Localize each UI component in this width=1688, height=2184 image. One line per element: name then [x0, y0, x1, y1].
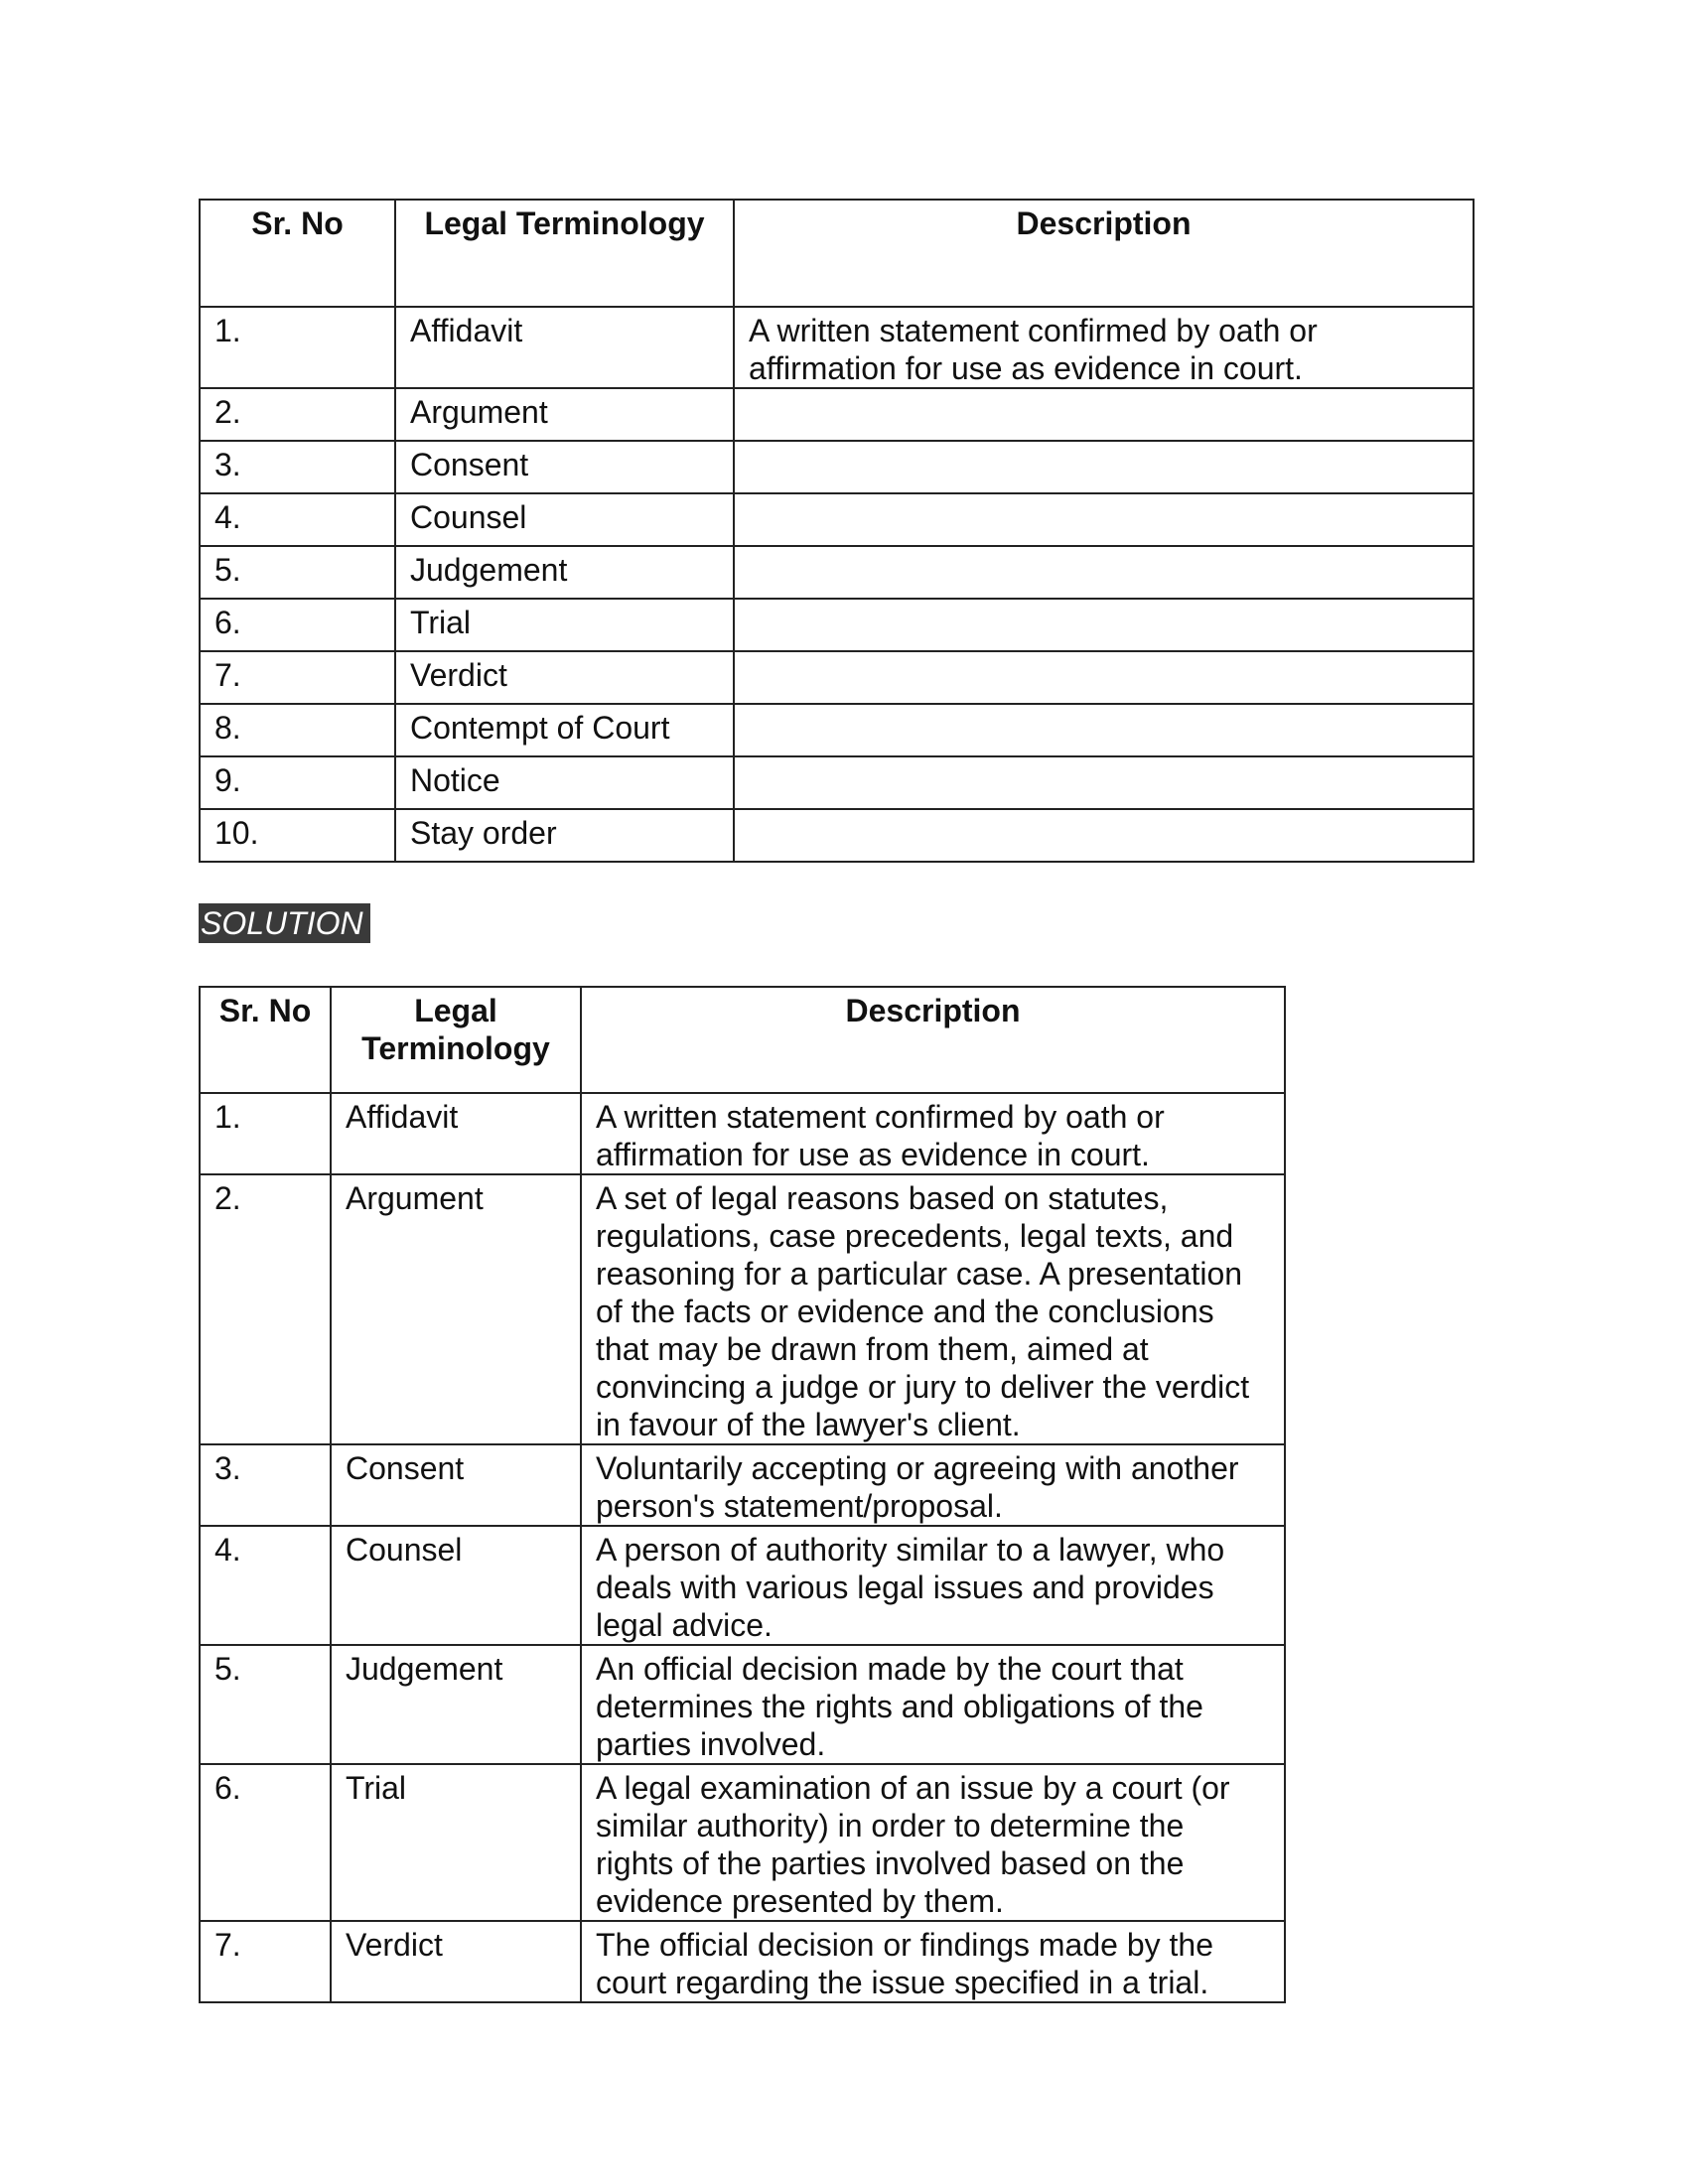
cell-description: Voluntarily accepting or agreeing with another person's statement/proposal.	[581, 1444, 1285, 1526]
cell-no: 8.	[200, 704, 395, 756]
table-row	[200, 704, 1474, 756]
table-row	[200, 1174, 1285, 1444]
header-row	[200, 200, 1474, 307]
cell-description	[734, 493, 1474, 546]
cell-description: A person of authority similar to a lawyer, who deals with various legal issues and provides legal advice.	[581, 1526, 1285, 1645]
header-sr-no: Sr. No	[200, 200, 395, 307]
cell-no: 9.	[200, 756, 395, 809]
cell-term: Trial	[395, 599, 734, 651]
table-row	[200, 546, 1474, 599]
header-legal-terminology: Legal Terminology	[395, 200, 734, 307]
cell-no: 2.	[200, 388, 395, 441]
table-row	[200, 1764, 1285, 1921]
cell-no: 10.	[200, 809, 395, 862]
cell-term: Counsel	[395, 493, 734, 546]
cell-description: A written statement confirmed by oath or affirmation for use as evidence in court.	[581, 1093, 1285, 1174]
cell-description: A legal examination of an issue by a court (or similar authority) in order to determine the rights of the parties involved based on the evidence presented by them.	[581, 1764, 1285, 1921]
cell-no: 7.	[200, 651, 395, 704]
cell-term: Judgement	[331, 1645, 581, 1764]
table-row	[200, 441, 1474, 493]
header-sr-no: Sr. No	[200, 987, 331, 1093]
table-row	[200, 651, 1474, 704]
cell-no: 3.	[200, 441, 395, 493]
cell-term: Contempt of Court	[395, 704, 734, 756]
header-row	[200, 987, 1285, 1093]
cell-no: 5.	[200, 1645, 331, 1764]
table-row	[200, 1526, 1285, 1645]
cell-term: Notice	[395, 756, 734, 809]
table-row	[200, 307, 1474, 388]
cell-description	[734, 651, 1474, 704]
cell-no: 4.	[200, 493, 395, 546]
exercise-table	[199, 199, 1475, 863]
cell-term: Affidavit	[331, 1093, 581, 1174]
cell-description: A set of legal reasons based on statutes, regulations, case precedents, legal texts, and reasoning for a particular case. A presentation of the facts or evidence and the conclusions that may be drawn from them, aimed at convincing a judge or jury to deliver the verdict in favour of the lawyer's client.	[581, 1174, 1285, 1444]
cell-no: 1.	[200, 1093, 331, 1174]
cell-description	[734, 388, 1474, 441]
cell-term: Affidavit	[395, 307, 734, 388]
cell-description	[734, 599, 1474, 651]
header-legal-terminology: Legal Terminology	[331, 987, 581, 1093]
table-row	[200, 809, 1474, 862]
cell-term: Verdict	[395, 651, 734, 704]
cell-term: Consent	[331, 1444, 581, 1526]
cell-no: 3.	[200, 1444, 331, 1526]
cell-description	[734, 756, 1474, 809]
cell-no: 5.	[200, 546, 395, 599]
cell-term: Trial	[331, 1764, 581, 1921]
cell-term: Argument	[395, 388, 734, 441]
cell-no: 7.	[200, 1921, 331, 2002]
table-row	[200, 1645, 1285, 1764]
cell-description	[734, 441, 1474, 493]
cell-term: Judgement	[395, 546, 734, 599]
cell-description	[734, 809, 1474, 862]
solution-table	[199, 986, 1286, 2003]
cell-description	[734, 704, 1474, 756]
cell-no: 2.	[200, 1174, 331, 1444]
cell-term: Stay order	[395, 809, 734, 862]
cell-no: 6.	[200, 1764, 331, 1921]
cell-term: Verdict	[331, 1921, 581, 2002]
table-row	[200, 388, 1474, 441]
table-row	[200, 599, 1474, 651]
cell-no: 4.	[200, 1526, 331, 1645]
table-row	[200, 1444, 1285, 1526]
cell-no: 6.	[200, 599, 395, 651]
table-row	[200, 493, 1474, 546]
header-description: Description	[734, 200, 1474, 307]
header-description: Description	[581, 987, 1285, 1093]
cell-no: 1.	[200, 307, 395, 388]
cell-term: Consent	[395, 441, 734, 493]
table-row	[200, 756, 1474, 809]
cell-term: Counsel	[331, 1526, 581, 1645]
cell-description	[734, 546, 1474, 599]
table-row	[200, 1093, 1285, 1174]
cell-term: Argument	[331, 1174, 581, 1444]
cell-description: A written statement confirmed by oath or affirmation for use as evidence in court.	[734, 307, 1474, 388]
cell-description: An official decision made by the court that determines the rights and obligations of the parties involved.	[581, 1645, 1285, 1764]
table-row	[200, 1921, 1285, 2002]
solution-label: SOLUTION	[199, 903, 370, 943]
cell-description: The official decision or findings made by the court regarding the issue specified in a trial.	[581, 1921, 1285, 2002]
